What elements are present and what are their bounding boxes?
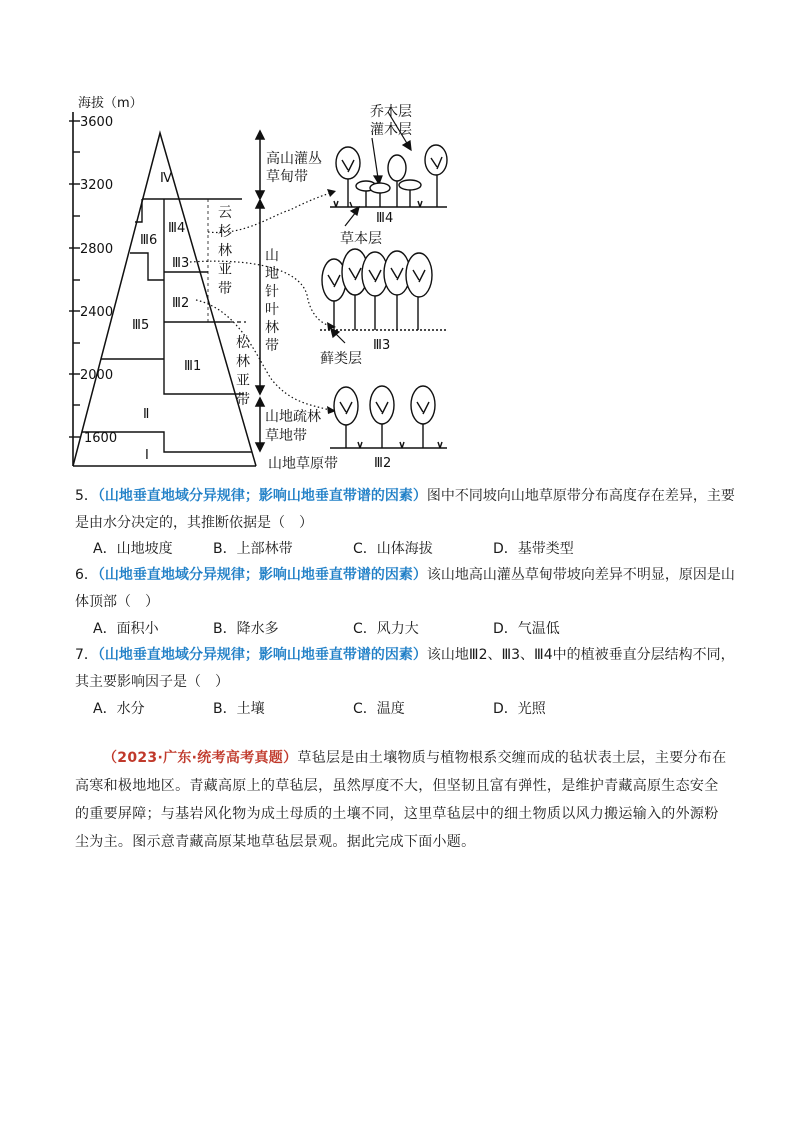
zone-iii5: Ⅲ5: [132, 318, 150, 333]
question-7-stem: 该山地Ⅲ2、Ⅲ3、Ⅲ4中的植被垂直分层结构不同，其主要影响因子是（ ）: [75, 647, 735, 690]
axis-title: 海拔（m）: [78, 96, 143, 111]
sparse-belt-label-2: 草地带: [265, 428, 307, 444]
svg-text:杉: 杉: [218, 224, 232, 240]
q5-option-c[interactable]: C．山体海拔: [353, 541, 433, 557]
question-5-number: 5．: [75, 488, 98, 504]
question-7-options: [93, 698, 753, 722]
svg-text:叶: 叶: [265, 302, 279, 318]
q5-option-d[interactable]: D．基带类型: [493, 541, 574, 557]
herb-layer-label: 草本层: [340, 231, 382, 247]
zone-ii: Ⅱ: [143, 407, 150, 422]
tree-layer-label: 乔木层: [370, 104, 412, 120]
svg-text:林: 林: [218, 243, 232, 259]
spruce-subbelt-label: [218, 205, 232, 297]
q7-option-c[interactable]: C．温度: [353, 701, 405, 717]
svg-text:林: 林: [265, 320, 279, 336]
svg-text:针: 针: [265, 284, 279, 300]
iii2-caption: Ⅲ2: [374, 456, 392, 471]
svg-text:林: 林: [236, 354, 250, 370]
svg-text:带: 带: [265, 338, 279, 354]
axis-minor-ticks: [73, 152, 80, 405]
zone-iii1: Ⅲ1: [184, 359, 202, 374]
q6-option-c[interactable]: C．风力大: [353, 621, 419, 637]
question-5-options: [93, 538, 753, 562]
question-5: [75, 483, 735, 537]
zone-iii6: Ⅲ6: [140, 233, 158, 248]
question-7: [75, 642, 735, 696]
question-5-tag: （山地垂直地域分异规律；影响山地垂直带谱的因素）: [97, 488, 427, 504]
question-7-tag: （山地垂直地域分异规律；影响山地垂直带谱的因素）: [97, 647, 427, 663]
layer-pointer-arrows: [331, 112, 411, 343]
sparse-belt-label-1: 山地疏林: [265, 409, 321, 425]
shrub-layer-label: 灌木层: [370, 122, 412, 138]
q5-option-a[interactable]: A．山地坡度: [93, 541, 173, 557]
zone-iii3: Ⅲ3: [172, 256, 190, 271]
tick-3600: 3600: [80, 115, 114, 130]
svg-text:带: 带: [218, 281, 232, 297]
q5-option-b[interactable]: B．上部林带: [213, 541, 293, 557]
alpine-belt-label-1: 高山灌丛: [266, 151, 322, 167]
question-6-number: 6．: [75, 567, 98, 583]
material-text: 草毡层是由土壤物质与植物根系交缠而成的毡状表土层，主要分布在高寒和极地地区。青藏高原上的草毡层，虽然厚度不大，但坚韧且富有弹性，是维护青藏高原生态安全的重要屏障；与基岩风化物为成土母质的土壤不同，这里草毡层中的细土物质以风力搬运输入的外源粉尘为主。图示意青藏高原某地草毡层景观。据此完成下面小题。: [75, 750, 727, 850]
question-6: [75, 562, 735, 616]
zone-iv: Ⅳ: [160, 171, 172, 186]
steppe-belt-label: 山地草原带: [268, 456, 338, 472]
reading-material: [75, 744, 730, 856]
iii3-vegetation-sketch: [320, 249, 447, 330]
moss-layer-label: 藓类层: [320, 351, 362, 367]
tick-2400: 2400: [80, 305, 114, 320]
svg-text:地: 地: [265, 266, 279, 282]
q7-option-d[interactable]: D．光照: [493, 701, 546, 717]
iii4-vegetation-sketch: [330, 145, 447, 207]
zone-i: Ⅰ: [145, 448, 149, 463]
question-7-number: 7．: [75, 647, 98, 663]
tick-3200: 3200: [80, 178, 114, 193]
svg-text:山: 山: [265, 248, 279, 264]
q6-option-b[interactable]: B．降水多: [213, 621, 279, 637]
axis-major-ticks: [69, 121, 80, 437]
iii2-vegetation-sketch: [330, 386, 447, 448]
svg-text:松: 松: [236, 335, 250, 351]
material-source: （2023·广东·统考高考真题）: [103, 750, 298, 766]
tick-2000: 2000: [80, 368, 114, 383]
question-6-tag: （山地垂直地域分异规律；影响山地垂直带谱的因素）: [97, 567, 427, 583]
q7-option-a[interactable]: A．水分: [93, 701, 145, 717]
iii3-caption: Ⅲ3: [373, 338, 391, 353]
vertical-zonation-figure: [0, 0, 800, 480]
question-5-stem: 图中不同坡向山地草原带分布高度存在差异，主要是由水分决定的，其推断依据是（ ）: [75, 488, 735, 531]
question-6-stem: 该山地高山灌丛草甸带坡向差异不明显，原因是山体顶部（ ）: [75, 567, 735, 610]
belt-extent-arrows: [256, 131, 264, 451]
svg-text:亚: 亚: [236, 373, 250, 389]
question-6-options: [93, 618, 753, 642]
zone-iii4: Ⅲ4: [168, 221, 186, 236]
tick-1600: 1600: [84, 431, 118, 446]
q7-option-b[interactable]: B．土壤: [213, 701, 265, 717]
iii4-caption: Ⅲ4: [376, 211, 394, 226]
zone-iii2: Ⅲ2: [172, 296, 190, 311]
svg-text:亚: 亚: [218, 262, 232, 278]
q6-option-a[interactable]: A．面积小: [93, 621, 159, 637]
svg-text:云: 云: [218, 205, 232, 221]
pine-subbelt-label: [236, 334, 251, 408]
conifer-belt-label: [265, 248, 279, 354]
tick-2800: 2800: [80, 242, 114, 257]
q6-option-d[interactable]: D．气温低: [493, 621, 560, 637]
alpine-belt-label-2: 草甸带: [266, 169, 308, 185]
svg-text:带: 带: [236, 392, 250, 408]
